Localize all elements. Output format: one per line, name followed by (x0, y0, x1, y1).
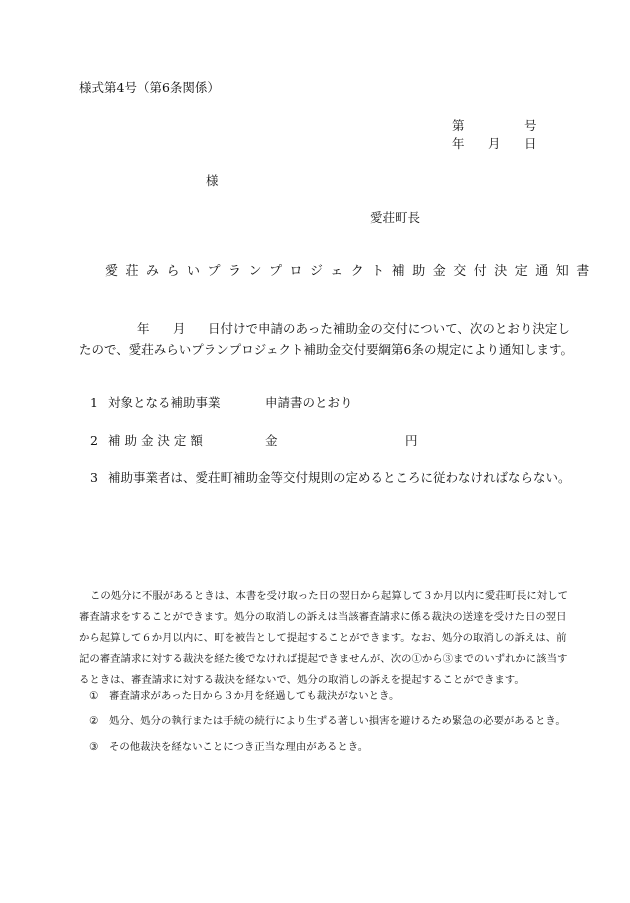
document-title: 愛荘みらいプランプロジェクト補助金交付決定通知書 (105, 264, 597, 279)
sender: 愛荘町長 (370, 210, 421, 225)
date-day: 日 (524, 136, 537, 151)
item-label: 対象となる補助事業 (108, 395, 221, 410)
form-label: 様式第4号（第6条関係） (79, 80, 220, 95)
notice-line: から起算して６か月以内に、町を被告として提起することができます。なお、処分の取消しの訴えは、前 (79, 632, 567, 644)
item-number: 1 (90, 395, 98, 410)
item-label: 補 助 金 決 定 額 (108, 433, 203, 448)
item-unit: 円 (405, 433, 418, 448)
intro-line2: たので、愛荘みらいプランプロジェクト補助金交付要綱第6条の規定により通知します。 (79, 342, 573, 357)
item-value: 申請書のとおり (265, 395, 353, 410)
condition-text: 処分、処分の執行または手続の続行により生ずる著しい損害を避けるため緊急の必要があるとき。 (109, 715, 566, 727)
notice-line: 記の審査請求に対する裁決を経た後でなければ提起できませんが、次の①から③までのいずれかに該当す (79, 653, 568, 665)
recipient-suffix: 様 (206, 173, 219, 188)
condition-text: 審査請求があった日から３か月を経過しても裁決がないとき。 (109, 690, 400, 702)
condition-number: ③ (89, 741, 99, 753)
item-number: 2 (90, 433, 98, 448)
intro-month: 月 (173, 321, 186, 336)
condition-text: その他裁決を経ないことにつき正当な理由があるとき。 (109, 741, 369, 753)
doc-number-suffix: 号 (524, 118, 537, 133)
notice-line: 審査請求をすることができます。処分の取消しの訴えは当該審査請求に係る裁決の送達を受けた日の翌日 (79, 611, 567, 623)
date-year: 年 (452, 136, 465, 151)
intro-year: 年 (137, 321, 150, 336)
condition-number: ① (89, 690, 99, 702)
item-value: 金 (265, 433, 278, 448)
notice-line: るときは、審査請求に対する裁決を経ないで、処分の取消しの訴えを提起することができます。 (79, 674, 525, 686)
condition-number: ② (89, 715, 99, 727)
item-label: 補助事業者は、愛荘町補助金等交付規則の定めるところに従わなければならない。 (108, 470, 571, 485)
item-number: 3 (90, 470, 98, 485)
doc-number-prefix: 第 (452, 118, 465, 133)
date-month: 月 (488, 136, 501, 151)
intro-line1: 日付けで申請のあった補助金の交付について、次のとおり決定し (208, 321, 570, 336)
notice-line: この処分に不服があるときは、本書を受け取った日の翌日から起算して３か月以内に愛荘町長に対して (90, 590, 568, 602)
